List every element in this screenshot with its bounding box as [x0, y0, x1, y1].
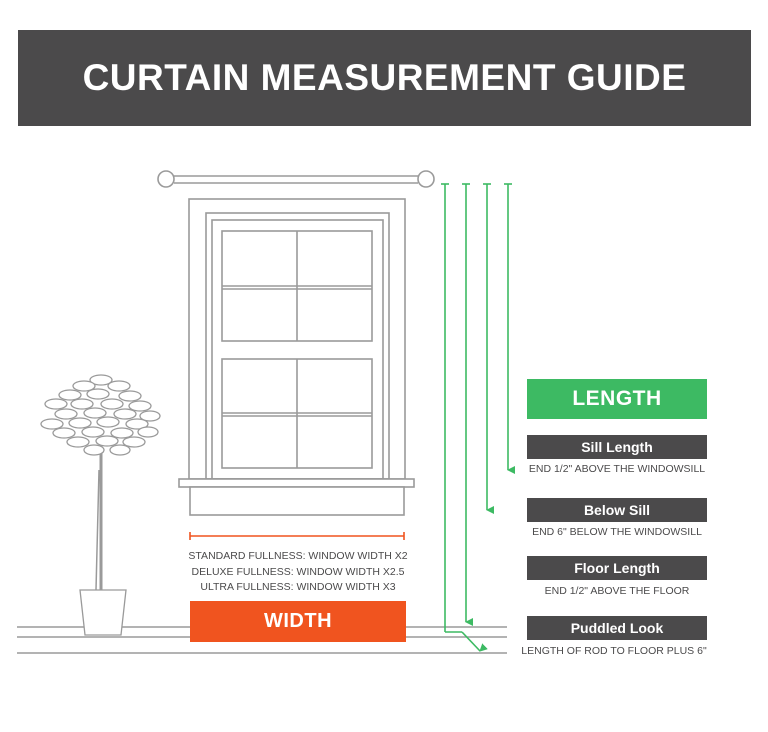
fullness-deluxe: DELUXE FULLNESS: WINDOW WIDTH X2.5	[191, 565, 405, 578]
fullness-standard: STANDARD FULLNESS: WINDOW WIDTH X2	[188, 550, 408, 562]
fullness-list	[178, 549, 418, 596]
page-title: CURTAIN MEASUREMENT GUIDE	[82, 57, 687, 98]
fullness-ultra: ULTRA FULLNESS: WINDOW WIDTH X3	[200, 581, 396, 593]
sill-length-note: END 1/2" ABOVE THE WINDOWSILL	[528, 463, 706, 475]
below-sill-note: END 6" BELOW THE WINDOWSILL	[532, 526, 702, 538]
puddled-look-label: Puddled Look	[527, 616, 707, 640]
arrow-down-icon	[445, 184, 480, 651]
width-span-indicator	[190, 532, 404, 540]
potted-tree-icon	[41, 375, 160, 635]
width-heading: WIDTH	[190, 601, 406, 642]
floor-length-label: Floor Length	[527, 556, 707, 580]
below-sill-label: Below Sill	[527, 498, 707, 522]
floor-length-note: END 1/2" ABOVE THE FLOOR	[544, 585, 690, 597]
puddled-look-note: LENGTH OF ROD TO FLOOR PLUS 6"	[521, 645, 707, 657]
sill-length-label: Sill Length	[527, 435, 707, 459]
window-icon	[179, 199, 414, 515]
length-heading: LENGTH	[527, 379, 707, 419]
curtain-rod-icon	[158, 171, 434, 187]
length-arrows	[441, 184, 512, 651]
